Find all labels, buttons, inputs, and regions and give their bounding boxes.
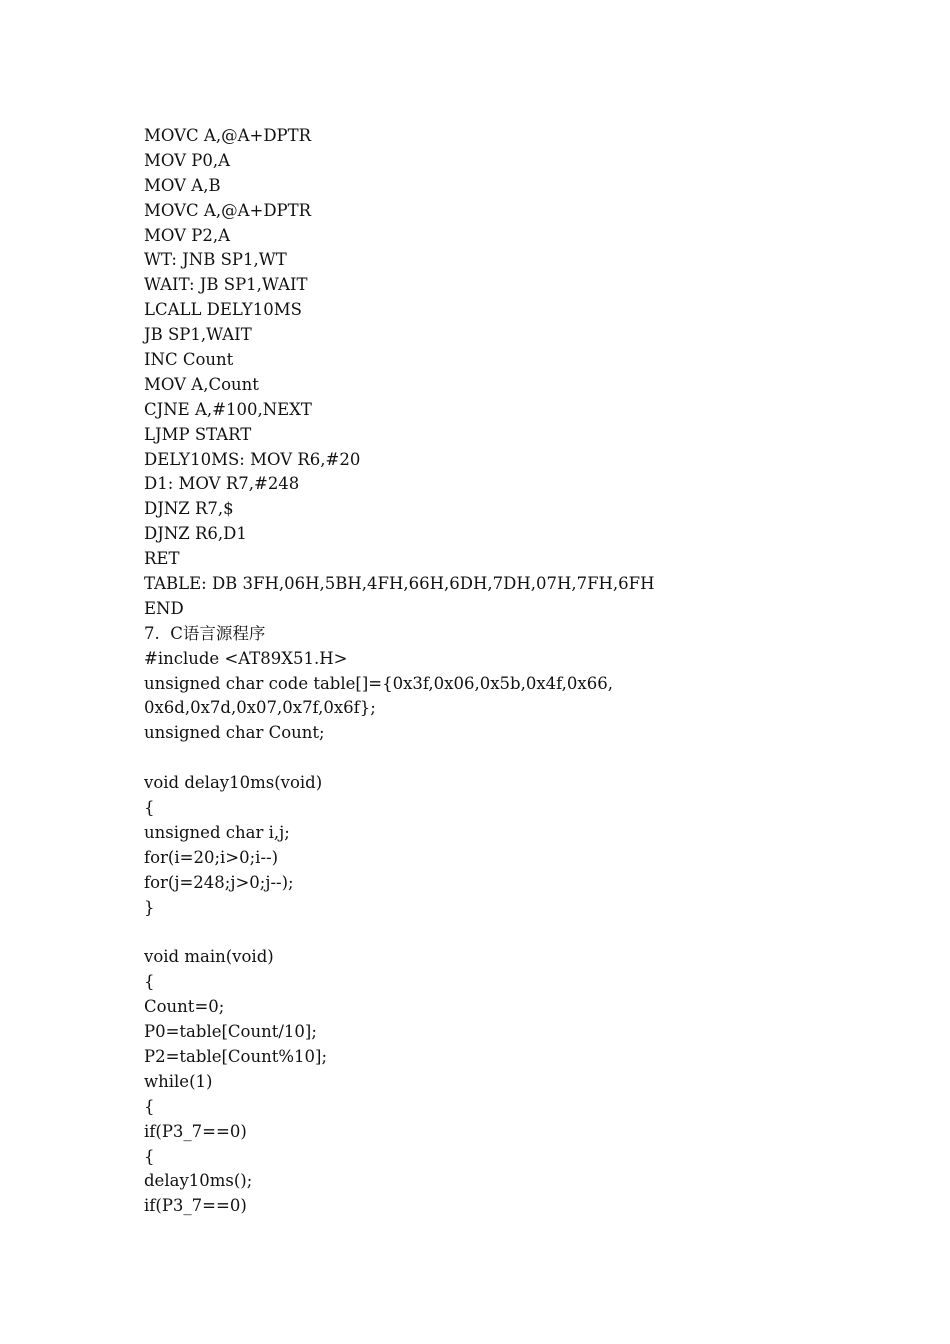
code-line: WAIT: JB SP1,WAIT [144, 275, 308, 295]
blank-line [144, 921, 904, 946]
code-line: DJNZ R6,D1 [144, 524, 247, 544]
code-line: for(i=20;i>0;i--) [144, 847, 279, 867]
code-line: 7. C语言源程序 [144, 623, 266, 643]
code-line: LCALL DELY10MS [144, 300, 302, 320]
code-line: #include <AT89X51.H> [144, 648, 348, 668]
code-line: LJMP START [144, 424, 252, 444]
code-line: MOV A,Count [144, 374, 259, 394]
code-line: delay10ms(); [144, 1171, 253, 1191]
blank-line [144, 746, 904, 771]
code-line: JB SP1,WAIT [144, 325, 252, 345]
code-line: P0=table[Count/10]; [144, 1022, 317, 1042]
code-line: void delay10ms(void) [144, 773, 323, 793]
code-line: void main(void) [144, 947, 274, 967]
code-line: MOV A,B [144, 175, 221, 195]
code-line: unsigned char code table[]={0x3f,0x06,0x5b,0x4f,0x66, [144, 673, 613, 693]
code-line: MOV P2,A [144, 225, 231, 245]
code-line: P2=table[Count%10]; [144, 1046, 328, 1066]
code-line: DELY10MS: MOV R6,#20 [144, 449, 361, 469]
code-line: } [144, 897, 155, 917]
code-line: TABLE: DB 3FH,06H,5BH,4FH,66H,6DH,7DH,07H,7FH,6FH [144, 574, 655, 594]
code-line: RET [144, 549, 180, 569]
code-line: WT: JNB SP1,WT [144, 250, 287, 270]
code-line: if(P3_7==0) [144, 1121, 247, 1141]
code-line: 0x6d,0x7d,0x07,0x7f,0x6f}; [144, 698, 376, 718]
code-line: INC Count [144, 350, 234, 370]
code-line: for(j=248;j>0;j--); [144, 872, 294, 892]
code-line: CJNE A,#100,NEXT [144, 399, 312, 419]
code-line: { [144, 798, 155, 818]
code-line: DJNZ R7,$ [144, 499, 234, 519]
code-line: unsigned char i,j; [144, 822, 290, 842]
code-line: unsigned char Count; [144, 723, 325, 743]
code-line: { [144, 1146, 155, 1166]
code-line: { [144, 1096, 155, 1116]
code-line: while(1) [144, 1071, 213, 1091]
code-line: END [144, 598, 184, 618]
code-line: Count=0; [144, 997, 225, 1017]
code-line: D1: MOV R7,#248 [144, 474, 300, 494]
code-line: MOVC A,@A+DPTR [144, 126, 312, 145]
code-line: if(P3_7==0) [144, 1196, 247, 1216]
code-line: { [144, 972, 155, 992]
code-listing [144, 124, 904, 1219]
code-line: MOV P0,A [144, 150, 231, 170]
code-line: MOVC A,@A+DPTR [144, 200, 312, 220]
